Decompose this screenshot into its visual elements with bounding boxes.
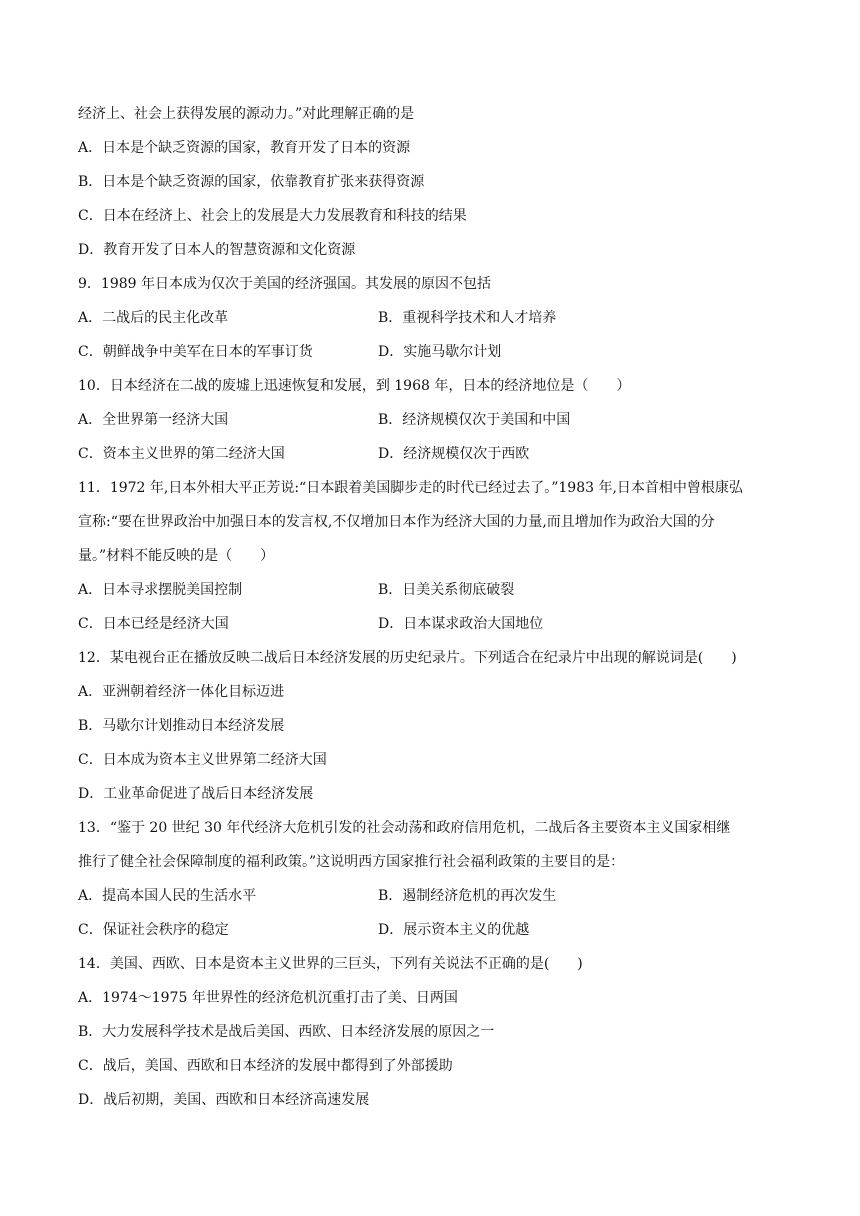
question-12-option-c: C．日本成为资本主义世界第二经济大国 xyxy=(78,752,327,768)
question-11-stem-line-2: 宣称:“要在世界政治中加强日本的发言权,不仅增加日本作为经济大国的力量,而且增加作为政治大国的分 xyxy=(78,514,715,530)
question-9-options-row-2 xyxy=(78,344,790,361)
question-10-option-d: D．经济规模仅次于西欧 xyxy=(378,446,530,462)
question-13-option-d: D．展示资本主义的优越 xyxy=(378,922,530,938)
question-12-option-b: B．马歇尔计划推动日本经济发展 xyxy=(78,718,285,734)
question-14-option-d: D．战后初期，美国、西欧和日本经济高速发展 xyxy=(78,1092,370,1108)
question-10-stem: 10．日本经济在二战的废墟上迅速恢复和发展，到 1968 年，日本的经济地位是（ ） xyxy=(78,378,631,394)
question-13-option-c: C．保证社会秩序的稳定 xyxy=(78,922,229,938)
question-13-options-row-2 xyxy=(78,922,790,939)
question-8-option-c: C．日本在经济上、社会上的发展是大力发展教育和科技的结果 xyxy=(78,208,467,224)
question-14-stem: 14．美国、西欧、日本是资本主义世界的三巨头，下列有关说法不正确的是( ) xyxy=(78,956,583,972)
question-11-options-row-2 xyxy=(78,616,790,633)
question-12-stem: 12．某电视台正在播放反映二战后日本经济发展的历史纪录片。下列适合在纪录片中出现的解说词是( ) xyxy=(78,650,737,666)
question-9-option-a: A．二战后的民主化改革 xyxy=(78,310,229,326)
question-11-option-a: A．日本寻求摆脱美国控制 xyxy=(78,582,243,598)
question-13-option-a: A．提高本国人民的生活水平 xyxy=(78,888,257,904)
question-14-option-a: A．1974～1975 年世界性的经济危机沉重打击了美、日两国 xyxy=(78,990,458,1006)
question-9-options-row-1 xyxy=(78,310,790,327)
question-11-option-b: B．日美关系彻底破裂 xyxy=(378,582,515,598)
question-13-options-row-1 xyxy=(78,888,790,905)
question-8-stem-continuation: 经济上、社会上获得发展的源动力。”对此理解正确的是 xyxy=(78,106,415,122)
question-14-option-b: B．大力发展科学技术是战后美国、西欧、日本经济发展的原因之一 xyxy=(78,1024,495,1040)
question-8-option-d: D．教育开发了日本人的智慧资源和文化资源 xyxy=(78,242,356,258)
question-9-option-c: C．朝鲜战争中美军在日本的军事订货 xyxy=(78,344,313,360)
exam-content xyxy=(78,106,790,1126)
question-12-option-d: D．工业革命促进了战后日本经济发展 xyxy=(78,786,314,802)
question-11-option-d: D．日本谋求政治大国地位 xyxy=(378,616,544,632)
question-13-stem-line-2: 推行了健全社会保障制度的福利政策。”这说明西方国家推行社会福利政策的主要目的是： xyxy=(78,854,625,870)
question-10-option-a: A．全世界第一经济大国 xyxy=(78,412,229,428)
question-11-stem-line-1: 11．1972 年,日本外相大平正芳说:“日本跟着美国脚步走的时代已经过去了。”1983 年,日本首相中曾根康弘 xyxy=(78,480,743,496)
question-8-option-b: B．日本是个缺乏资源的国家，依靠教育扩张来获得资源 xyxy=(78,174,425,190)
question-10-options-row-1 xyxy=(78,412,790,429)
question-8-option-a: A．日本是个缺乏资源的国家，教育开发了日本的资源 xyxy=(78,140,411,156)
question-10-option-c: C．资本主义世界的第二经济大国 xyxy=(78,446,285,462)
question-13-stem-line-1: 13．“鉴于 20 世纪 30 年代经济大危机引发的社会动荡和政府信用危机，二战后各主要资本主义国家相继 xyxy=(78,820,731,836)
question-13-option-b: B．遏制经济危机的再次发生 xyxy=(378,888,557,904)
question-12-option-a: A．亚洲朝着经济一体化目标迈进 xyxy=(78,684,285,700)
question-11-option-c: C．日本已经是经济大国 xyxy=(78,616,229,632)
question-9-option-b: B．重视科学技术和人才培养 xyxy=(378,310,557,326)
question-14-option-c: C．战后，美国、西欧和日本经济的发展中都得到了外部援助 xyxy=(78,1058,453,1074)
question-11-options-row-1 xyxy=(78,582,790,599)
question-9-stem: 9．1989 年日本成为仅次于美国的经济强国。其发展的原因不包括 xyxy=(78,276,491,292)
question-10-options-row-2 xyxy=(78,446,790,463)
question-9-option-d: D．实施马歇尔计划 xyxy=(378,344,502,360)
question-10-option-b: B．经济规模仅次于美国和中国 xyxy=(378,412,571,428)
question-11-stem-line-3: 量。”材料不能反映的是（ ） xyxy=(78,548,275,564)
